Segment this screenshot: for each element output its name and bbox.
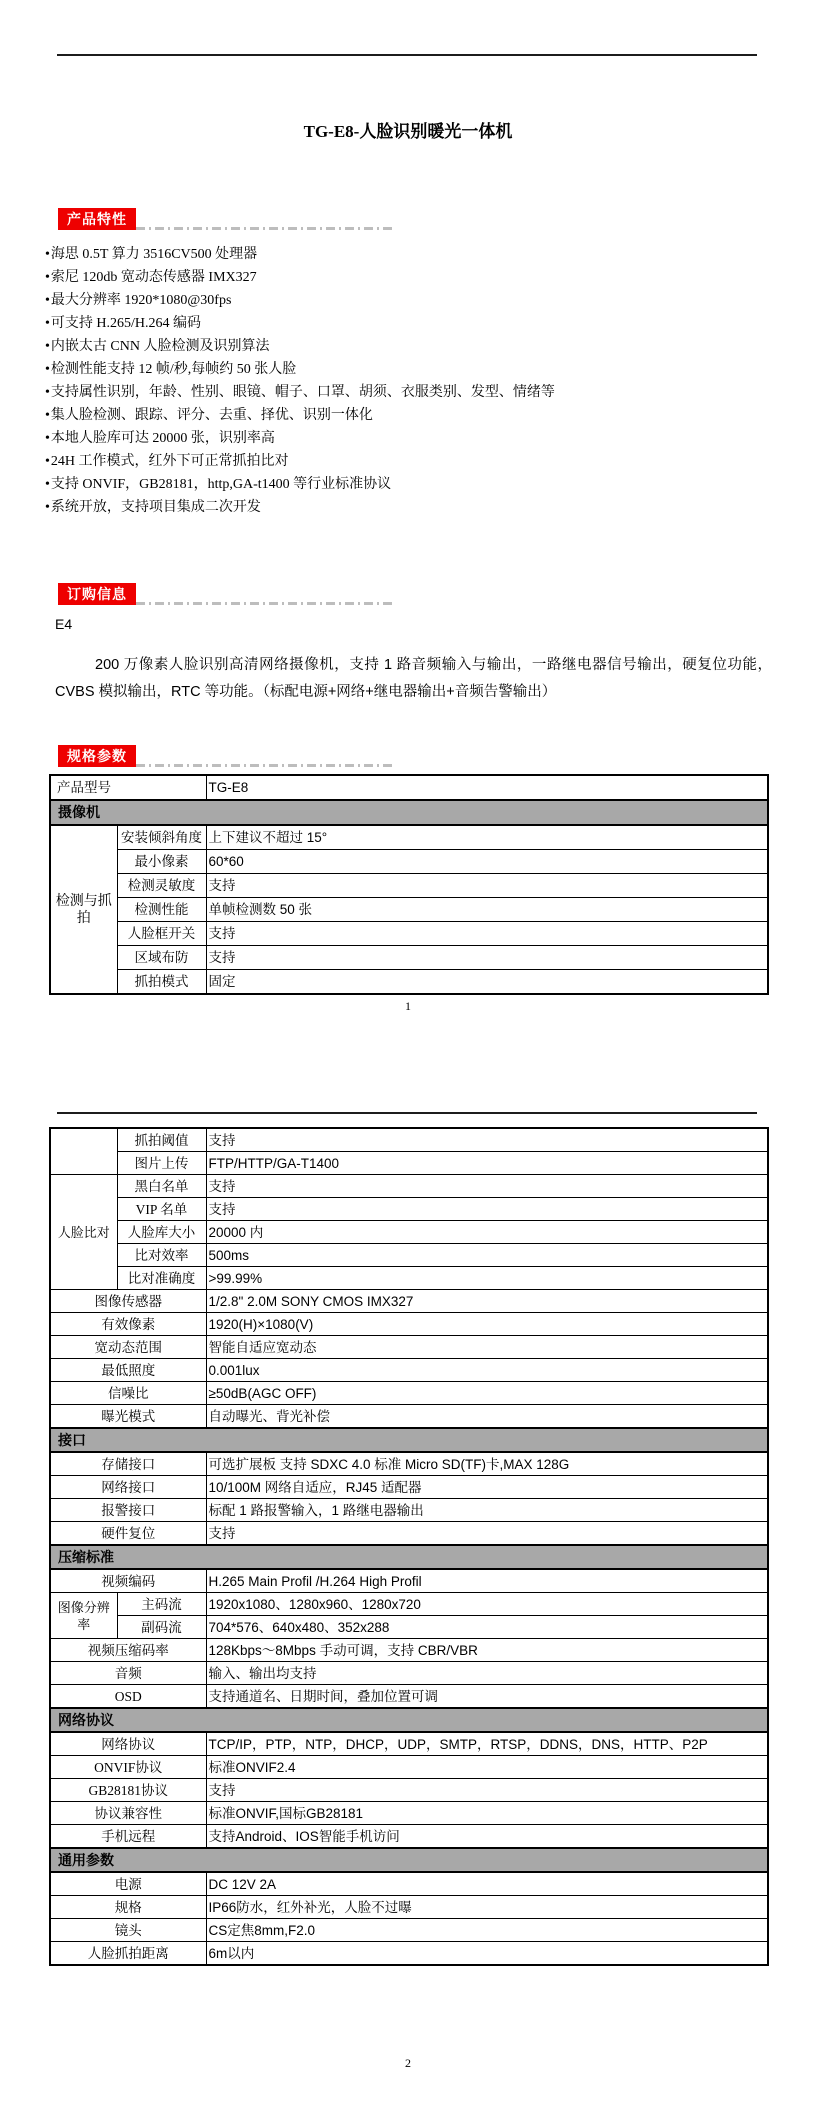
spec-value: 自动曝光、背光补偿: [206, 1405, 768, 1429]
spec-label: 曝光模式: [50, 1405, 206, 1429]
table-group-cell: 图像分辨率: [50, 1593, 117, 1639]
table-row: [50, 1175, 768, 1198]
spec-value: 500ms: [206, 1244, 768, 1267]
table-row: [50, 1942, 768, 1966]
spec-label: 比对效率: [117, 1244, 206, 1267]
dashed-divider: [136, 602, 394, 605]
spec-value: 可选扩展板 支持 SDXC 4.0 标准 Micro SD(TF)卡,MAX 128G: [206, 1452, 768, 1476]
table-row: [50, 1685, 768, 1709]
feature-item: • 索尼 120db 宽动态传感器 IMX327: [45, 266, 816, 289]
table-row: [50, 1639, 768, 1662]
spec-value: CS定焦8mm,F2.0: [206, 1919, 768, 1942]
order-description: 200 万像素人脸识别高清网络摄像机，支持 1 路音频输入与输出，一路继电器信号输出，硬复位功能，CVBS 模拟输出，RTC 等功能。（标配电源+网络+继电器输出+音频告警输出）: [55, 657, 772, 700]
spec-value: 固定: [206, 970, 768, 995]
spec-value: 输入、输出均支持: [206, 1662, 768, 1685]
spec-value: IP66防水，红外补光，人脸不过曝: [206, 1896, 768, 1919]
table-row: [50, 1336, 768, 1359]
order-badge: 订购信息: [58, 583, 136, 605]
spec-label: 规格: [50, 1896, 206, 1919]
spec-label: 产品型号: [50, 775, 206, 800]
spec-value: 标配 1 路报警输入，1 路继电器输出: [206, 1499, 768, 1522]
table-section-header: 摄像机: [50, 800, 768, 825]
feature-item: • 支持 ONVIF，GB28181，http,GA-t1400 等行业标准协议: [45, 473, 816, 496]
spec-label: 检测性能: [117, 898, 206, 922]
page-number: 2: [405, 2056, 411, 2070]
spec-value: 1920x1080、1280x960、1280x720: [206, 1593, 768, 1616]
table-section-row: [50, 1848, 768, 1872]
page-top-rule: [57, 1112, 757, 1114]
spec-value: DC 12V 2A: [206, 1872, 768, 1896]
feature-item: • 集人脸检测、跟踪、评分、去重、择优、识别一体化: [45, 404, 816, 427]
spec-value: TCP/IP，PTP，NTP，DHCP，UDP，SMTP，RTSP，DDNS，DNS，HTTP、P2P: [206, 1732, 768, 1756]
feature-item: • 可支持 H.265/H.264 编码: [45, 312, 816, 335]
table-row: [50, 1382, 768, 1405]
spec-label: GB28181协议: [50, 1779, 206, 1802]
table-row: [50, 1452, 768, 1476]
table-row: [50, 1872, 768, 1896]
table-row: [50, 1128, 768, 1152]
table-row: [50, 1499, 768, 1522]
spec-label: 主码流: [117, 1593, 206, 1616]
spec-value: ≥50dB(AGC OFF): [206, 1382, 768, 1405]
table-group-cell: [50, 1128, 117, 1175]
section-header-features: [58, 208, 816, 230]
table-row: [50, 1313, 768, 1336]
spec-label: 电源: [50, 1872, 206, 1896]
table-row: [50, 1198, 768, 1221]
order-model-code: E4: [55, 616, 73, 632]
spec-value: 支持通道名、日期时间，叠加位置可调: [206, 1685, 768, 1709]
spec-value: 支持: [206, 1198, 768, 1221]
section-header-specs: [58, 745, 816, 767]
spec-label: 检测灵敏度: [117, 874, 206, 898]
table-row: [50, 1221, 768, 1244]
features-badge: 产品特性: [58, 208, 136, 230]
spec-value: 支持: [206, 874, 768, 898]
table-section-row: [50, 1428, 768, 1452]
spec-label: 视频编码: [50, 1569, 206, 1593]
table-row: [50, 1756, 768, 1779]
feature-item: • 检测性能支持 12 帧/秒,每帧约 50 张人脸: [45, 358, 816, 381]
spec-value: 支持: [206, 1175, 768, 1198]
spec-value: 10/100M 网络自适应，RJ45 适配器: [206, 1476, 768, 1499]
spec-label: 硬件复位: [50, 1522, 206, 1546]
table-row: [50, 1267, 768, 1290]
spec-value: 支持: [206, 1779, 768, 1802]
feature-list: [0, 243, 816, 519]
table-section-header: 网络协议: [50, 1708, 768, 1732]
spec-label: OSD: [50, 1685, 206, 1709]
spec-value: 标准ONVIF,国标GB28181: [206, 1802, 768, 1825]
spec-value: FTP/HTTP/GA-T1400: [206, 1152, 768, 1175]
spec-value: 支持: [206, 1128, 768, 1152]
table-row: [50, 1825, 768, 1849]
table-group-cell: 检测与抓拍: [50, 825, 117, 994]
table-section-header: 接口: [50, 1428, 768, 1452]
feature-item: • 24H 工作模式，红外下可正常抓拍比对: [45, 450, 816, 473]
spec-label: 人脸框开关: [117, 922, 206, 946]
table-row: [50, 1616, 768, 1639]
feature-item: • 本地人脸库可达 20000 张，识别率高: [45, 427, 816, 450]
spec-label: 协议兼容性: [50, 1802, 206, 1825]
table-row: [50, 1896, 768, 1919]
spec-label: 人脸抓拍距离: [50, 1942, 206, 1966]
table-row: [50, 874, 768, 898]
page-number: 1: [405, 999, 411, 1013]
spec-label: 抓拍模式: [117, 970, 206, 995]
table-row: [50, 1779, 768, 1802]
spec-value: >99.99%: [206, 1267, 768, 1290]
table-row: [50, 1919, 768, 1942]
table-section-row: [50, 1708, 768, 1732]
dashed-divider: [136, 227, 394, 230]
feature-item: • 内嵌太古 CNN 人脸检测及识别算法: [45, 335, 816, 358]
feature-item: • 系统开放，支持项目集成二次开发: [45, 496, 816, 519]
spec-value: 支持: [206, 1522, 768, 1546]
table-row: [50, 775, 768, 800]
spec-value: 20000 内: [206, 1221, 768, 1244]
spec-label: 信噪比: [50, 1382, 206, 1405]
spec-value: H.265 Main Profil /H.264 High Profil: [206, 1569, 768, 1593]
table-row: [50, 1405, 768, 1429]
document-page-2: [0, 1056, 816, 2112]
table-row: [50, 1290, 768, 1313]
table-section-header: 通用参数: [50, 1848, 768, 1872]
table-section-row: [50, 1545, 768, 1569]
spec-value: 单帧检测数 50 张: [206, 898, 768, 922]
spec-value: 智能自适应宽动态: [206, 1336, 768, 1359]
spec-value: 1/2.8" 2.0M SONY CMOS IMX327: [206, 1290, 768, 1313]
spec-value: 0.001lux: [206, 1359, 768, 1382]
table-row: [50, 1732, 768, 1756]
table-row: [50, 898, 768, 922]
table-row: [50, 850, 768, 874]
page-top-rule: [57, 54, 757, 56]
table-row: [50, 1662, 768, 1685]
table-row: [50, 825, 768, 850]
spec-value: 支持: [206, 922, 768, 946]
spec-label: 存储接口: [50, 1452, 206, 1476]
spec-label: 音频: [50, 1662, 206, 1685]
table-row: [50, 1152, 768, 1175]
document-title: TG-E8-人脸识别暖光一体机: [303, 122, 513, 141]
spec-label: 安装倾斜角度: [117, 825, 206, 850]
feature-item: • 最大分辨率 1920*1080@30fps: [45, 289, 816, 312]
spec-value: 6m以内: [206, 1942, 768, 1966]
spec-label: 区域布防: [117, 946, 206, 970]
spec-label: ONVIF协议: [50, 1756, 206, 1779]
spec-label: 最小像素: [117, 850, 206, 874]
specs-badge: 规格参数: [58, 745, 136, 767]
table-row: [50, 1244, 768, 1267]
spec-label: 比对准确度: [117, 1267, 206, 1290]
table-section-row: [50, 800, 768, 825]
spec-value: 上下建议不超过 15°: [206, 825, 768, 850]
spec-label: 图像传感器: [50, 1290, 206, 1313]
table-row: [50, 1569, 768, 1593]
spec-value: 704*576、640x480、352x288: [206, 1616, 768, 1639]
spec-value: 60*60: [206, 850, 768, 874]
table-group-cell: 人脸比对: [50, 1175, 117, 1290]
spec-value: 支持Android、IOS智能手机访问: [206, 1825, 768, 1849]
spec-label: 人脸库大小: [117, 1221, 206, 1244]
table-row: [50, 946, 768, 970]
spec-value: 支持: [206, 946, 768, 970]
feature-item: • 支持属性识别，年龄、性别、眼镜、帽子、口罩、胡须、衣服类别、发型、情绪等: [45, 381, 816, 404]
spec-label: 网络协议: [50, 1732, 206, 1756]
spec-label: VIP 名单: [117, 1198, 206, 1221]
spec-label: 图片上传: [117, 1152, 206, 1175]
table-row: [50, 970, 768, 995]
dashed-divider: [136, 764, 394, 767]
spec-label: 报警接口: [50, 1499, 206, 1522]
table-row: [50, 1359, 768, 1382]
section-header-order: [58, 583, 816, 605]
table-row: [50, 1522, 768, 1546]
spec-label: 副码流: [117, 1616, 206, 1639]
spec-table-page1: [49, 774, 769, 995]
spec-label: 镜头: [50, 1919, 206, 1942]
spec-value: TG-E8: [206, 775, 768, 800]
table-section-header: 压缩标准: [50, 1545, 768, 1569]
spec-label: 视频压缩码率: [50, 1639, 206, 1662]
spec-label: 抓拍阈值: [117, 1128, 206, 1152]
spec-table-page2: [49, 1127, 769, 1966]
table-row: [50, 1593, 768, 1616]
spec-label: 最低照度: [50, 1359, 206, 1382]
table-row: [50, 1476, 768, 1499]
spec-label: 有效像素: [50, 1313, 206, 1336]
spec-label: 黑白名单: [117, 1175, 206, 1198]
spec-value: 标准ONVIF2.4: [206, 1756, 768, 1779]
spec-label: 宽动态范围: [50, 1336, 206, 1359]
table-row: [50, 1802, 768, 1825]
spec-value: 128Kbps～8Mbps 手动可调，支持 CBR/VBR: [206, 1639, 768, 1662]
table-row: [50, 922, 768, 946]
spec-label: 网络接口: [50, 1476, 206, 1499]
feature-item: • 海思 0.5T 算力 3516CV500 处理器: [45, 243, 816, 266]
spec-value: 1920(H)×1080(V): [206, 1313, 768, 1336]
spec-label: 手机远程: [50, 1825, 206, 1849]
